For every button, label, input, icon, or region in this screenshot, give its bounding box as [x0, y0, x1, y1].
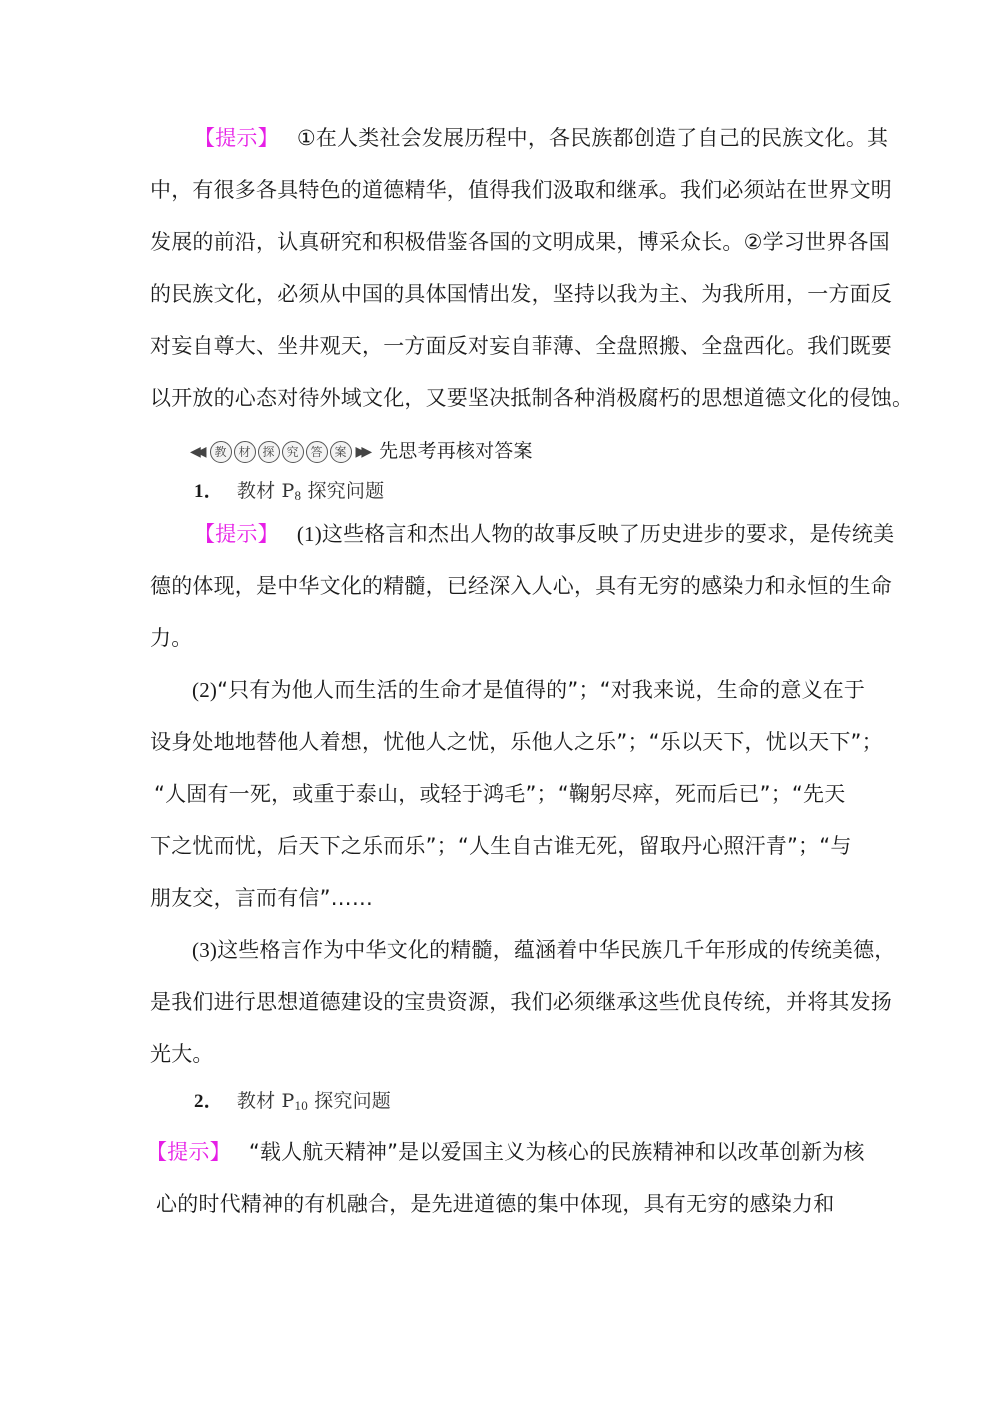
- paragraph-text: 力。: [150, 626, 193, 650]
- paragraph-text: “只有为他人而生活的生命才是值得的”；“对我来说，生命的意义在于: [217, 678, 866, 702]
- question-title: [237, 480, 384, 502]
- title-prefix: 教材 P: [236, 480, 295, 502]
- circled-char: 探: [258, 441, 280, 463]
- paragraph-line: [192, 670, 865, 710]
- paragraph-text: 对妄自尊大、坐井观天，一方面反对妄自菲薄、全盘照搬、全盘西化。我们既要: [150, 334, 892, 358]
- item-marker: (3): [192, 938, 218, 962]
- paragraph-text: 发展的前沿，认真研究和积极借鉴各国的文明成果，博采众长。②学习世界各国: [150, 230, 890, 254]
- paragraph-line: [150, 378, 913, 418]
- tip-label: 【提示】: [146, 1140, 231, 1164]
- tip-label: 【提示】: [194, 522, 279, 546]
- title-suffix: 探究问题: [307, 1090, 391, 1112]
- banner-text: 先思考再核对答案: [379, 440, 533, 462]
- paragraph-text: 下之忧而忧，后天下之乐而乐”；“人生自古谁无死，留取丹心照汗青”；“与: [150, 834, 852, 858]
- answer-banner: [190, 431, 533, 471]
- question-heading-1: [194, 470, 384, 510]
- paragraph-text: 德的体现，是中华文化的精髓，已经深入人心，具有无穷的感染力和永恒的生命: [150, 574, 892, 598]
- paragraph-text: ①在人类社会发展历程中，各民族都创造了自己的民族文化。其: [296, 126, 889, 150]
- circled-char: 答: [306, 441, 328, 463]
- paragraph-line: [192, 930, 896, 970]
- page-subscript: 8: [294, 488, 302, 503]
- paragraph-line: [150, 222, 890, 262]
- textbook-answer-badge: [190, 432, 375, 472]
- paragraph-line: [150, 1034, 214, 1074]
- question-number: 1．: [194, 481, 223, 502]
- paragraph-line: [150, 826, 852, 866]
- paragraph-text: “载人航天精神”是以爱国主义为核心的民族精神和以改革创新为核: [248, 1140, 865, 1164]
- question-heading-2: [194, 1080, 391, 1120]
- paragraph-text: 这些格言和杰出人物的故事反映了历史进步的要求，是传统美: [321, 522, 895, 546]
- paragraph-line: [150, 566, 892, 606]
- tip-paragraph-line: [194, 514, 894, 554]
- circled-char: 教: [210, 441, 232, 463]
- paragraph-text: 是我们进行思想道德建设的宝贵资源，我们必须继承这些优良传统，并将其发扬: [150, 990, 892, 1014]
- title-suffix: 探究问题: [301, 480, 385, 502]
- title-prefix: 教材 P: [236, 1090, 295, 1112]
- tip-paragraph-line: [146, 1132, 865, 1172]
- circled-char: 究: [282, 441, 304, 463]
- question-title: [237, 1090, 391, 1112]
- circled-char: 材: [234, 441, 256, 463]
- question-number: 2．: [194, 1091, 223, 1112]
- paragraph-line: [150, 170, 892, 210]
- paragraph-line: [150, 722, 883, 762]
- paragraph-text: 的民族文化，必须从中国的具体国情出发，坚持以我为主、为我所用，一方面反: [150, 282, 892, 306]
- page-subscript: 10: [294, 1098, 308, 1113]
- circled-char: 案: [330, 441, 352, 463]
- paragraph-text: 以开放的心态对待外域文化，又要坚决抵制各种消极腐朽的思想道德文化的侵蚀。: [150, 386, 914, 410]
- paragraph-line: [150, 982, 892, 1022]
- paragraph-text: 设身处地地替他人着想，忧他人之忧，乐他人之乐”；“乐以天下，忧以天下”；: [150, 730, 883, 754]
- double-right-arrow-icon: ▶▶: [355, 443, 368, 460]
- item-marker: (1): [296, 522, 322, 546]
- double-left-arrow-icon: ◀◀: [190, 443, 202, 460]
- paragraph-text: 光大。: [150, 1042, 214, 1066]
- paragraph-line: [150, 878, 373, 918]
- tip-label: 【提示】: [194, 126, 279, 150]
- paragraph-text: “人固有一死，或重于泰山，或轻于鸿毛”；“鞠躬尽瘁，死而后已”；“先天: [154, 782, 846, 806]
- item-marker: (2): [192, 678, 218, 702]
- paragraph-text: 中，有很多各具特色的道德精华，值得我们汲取和继承。我们必须站在世界文明: [150, 178, 892, 202]
- paragraph-line: [150, 274, 892, 314]
- paragraph-line: [150, 618, 192, 658]
- paragraph-text: 这些格言作为中华文化的精髓，蕴涵着中华民族几千年形成的传统美德，: [217, 938, 896, 962]
- paragraph-line: [156, 1184, 834, 1224]
- paragraph-text: 朋友交，言而有信”……: [150, 886, 374, 910]
- paragraph-line: [154, 774, 845, 814]
- paragraph-line: [150, 326, 892, 366]
- paragraph-text: 心的时代精神的有机融合，是先进道德的集中体现，具有无穷的感染力和: [156, 1192, 835, 1216]
- tip-paragraph-line: [194, 118, 888, 158]
